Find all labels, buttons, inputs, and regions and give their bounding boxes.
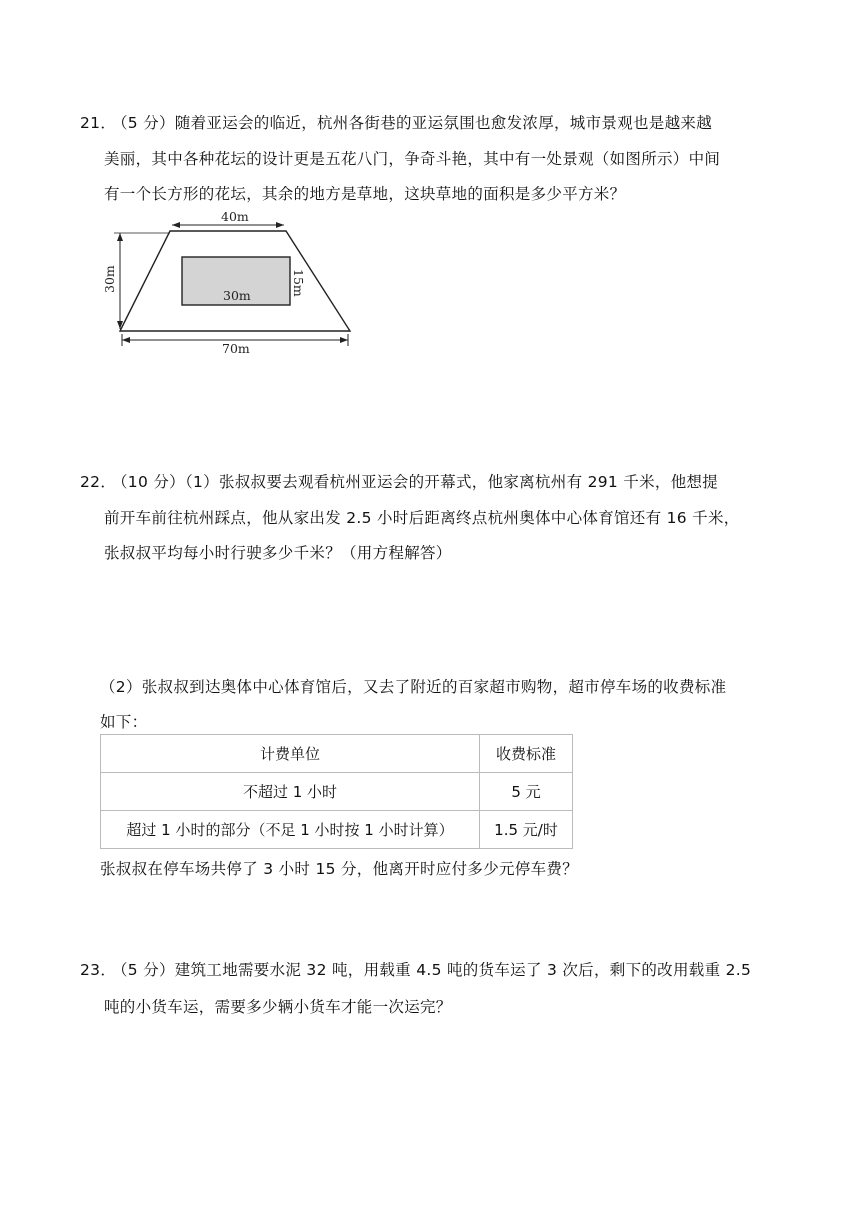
q21-line-3: 有一个长方形的花坛，其余的地方是草地，这块草地的面积是多少平方米？ — [104, 185, 626, 203]
q21-line-1: （5 分）随着亚运会的临近，杭州各街巷的亚运氛围也愈发浓厚，城市景观也是越来越 — [112, 114, 712, 132]
q21-number: 21． — [80, 114, 117, 132]
q22-part1-line-3: 张叔叔平均每小时行驶多少千米？（用方程解答） — [104, 544, 452, 562]
table-row — [101, 811, 573, 849]
q21-line-2: 美丽，其中各种花坛的设计更是五花八门，争奇斗艳，其中有一处景观（如图所示）中间 — [104, 150, 721, 168]
q22-part1-line-2: 前开车前往杭州踩点，他从家出发 2.5 小时后距离终点杭州奥体中心体育馆还有 16 千米， — [104, 509, 740, 527]
table-header-row — [101, 735, 573, 773]
table-cell: 1.5 元/时 — [480, 811, 573, 849]
q22-part2-line-2: 如下： — [100, 713, 148, 731]
q23-line-1: （5 分）建筑工地需要水泥 32 吨，用载重 4.5 吨的货车运了 3 次后，剩下的改用载重 2.5 — [112, 961, 752, 979]
rect-width-label: 30m — [223, 288, 251, 303]
q22-number: 22． — [80, 473, 117, 491]
q22-part2-question: 张叔叔在停车场共停了 3 小时 15 分，他离开时应付多少元停车费？ — [100, 860, 578, 878]
bottom-label: 70m — [222, 341, 250, 356]
q22-part2-line-1: （2）张叔叔到达奥体中心体育馆后，又去了附近的百家超市购物，超市停车场的收费标准 — [100, 678, 727, 696]
table-cell: 超过 1 小时的部分（不足 1 小时按 1 小时计算） — [101, 811, 480, 849]
q23-line-2: 吨的小货车运，需要多少辆小货车才能一次运完？ — [104, 998, 452, 1016]
header-billing-unit: 计费单位 — [101, 735, 480, 773]
table-cell: 5 元 — [480, 773, 573, 811]
table-row — [101, 773, 573, 811]
rect-height-label: 15m — [291, 269, 306, 297]
table-cell: 不超过 1 小时 — [101, 773, 480, 811]
header-fee-standard: 收费标准 — [480, 735, 573, 773]
trapezoid-garden-figure — [104, 207, 354, 357]
parking-fee-table — [100, 734, 573, 849]
q22-part1-line-1: （10 分）（1）张叔叔要去观看杭州亚运会的开幕式，他家离杭州有 291 千米，他想提 — [112, 473, 719, 491]
top-label: 40m — [221, 209, 249, 224]
height-label: 30m — [102, 265, 117, 293]
q23-number: 23． — [80, 961, 117, 979]
